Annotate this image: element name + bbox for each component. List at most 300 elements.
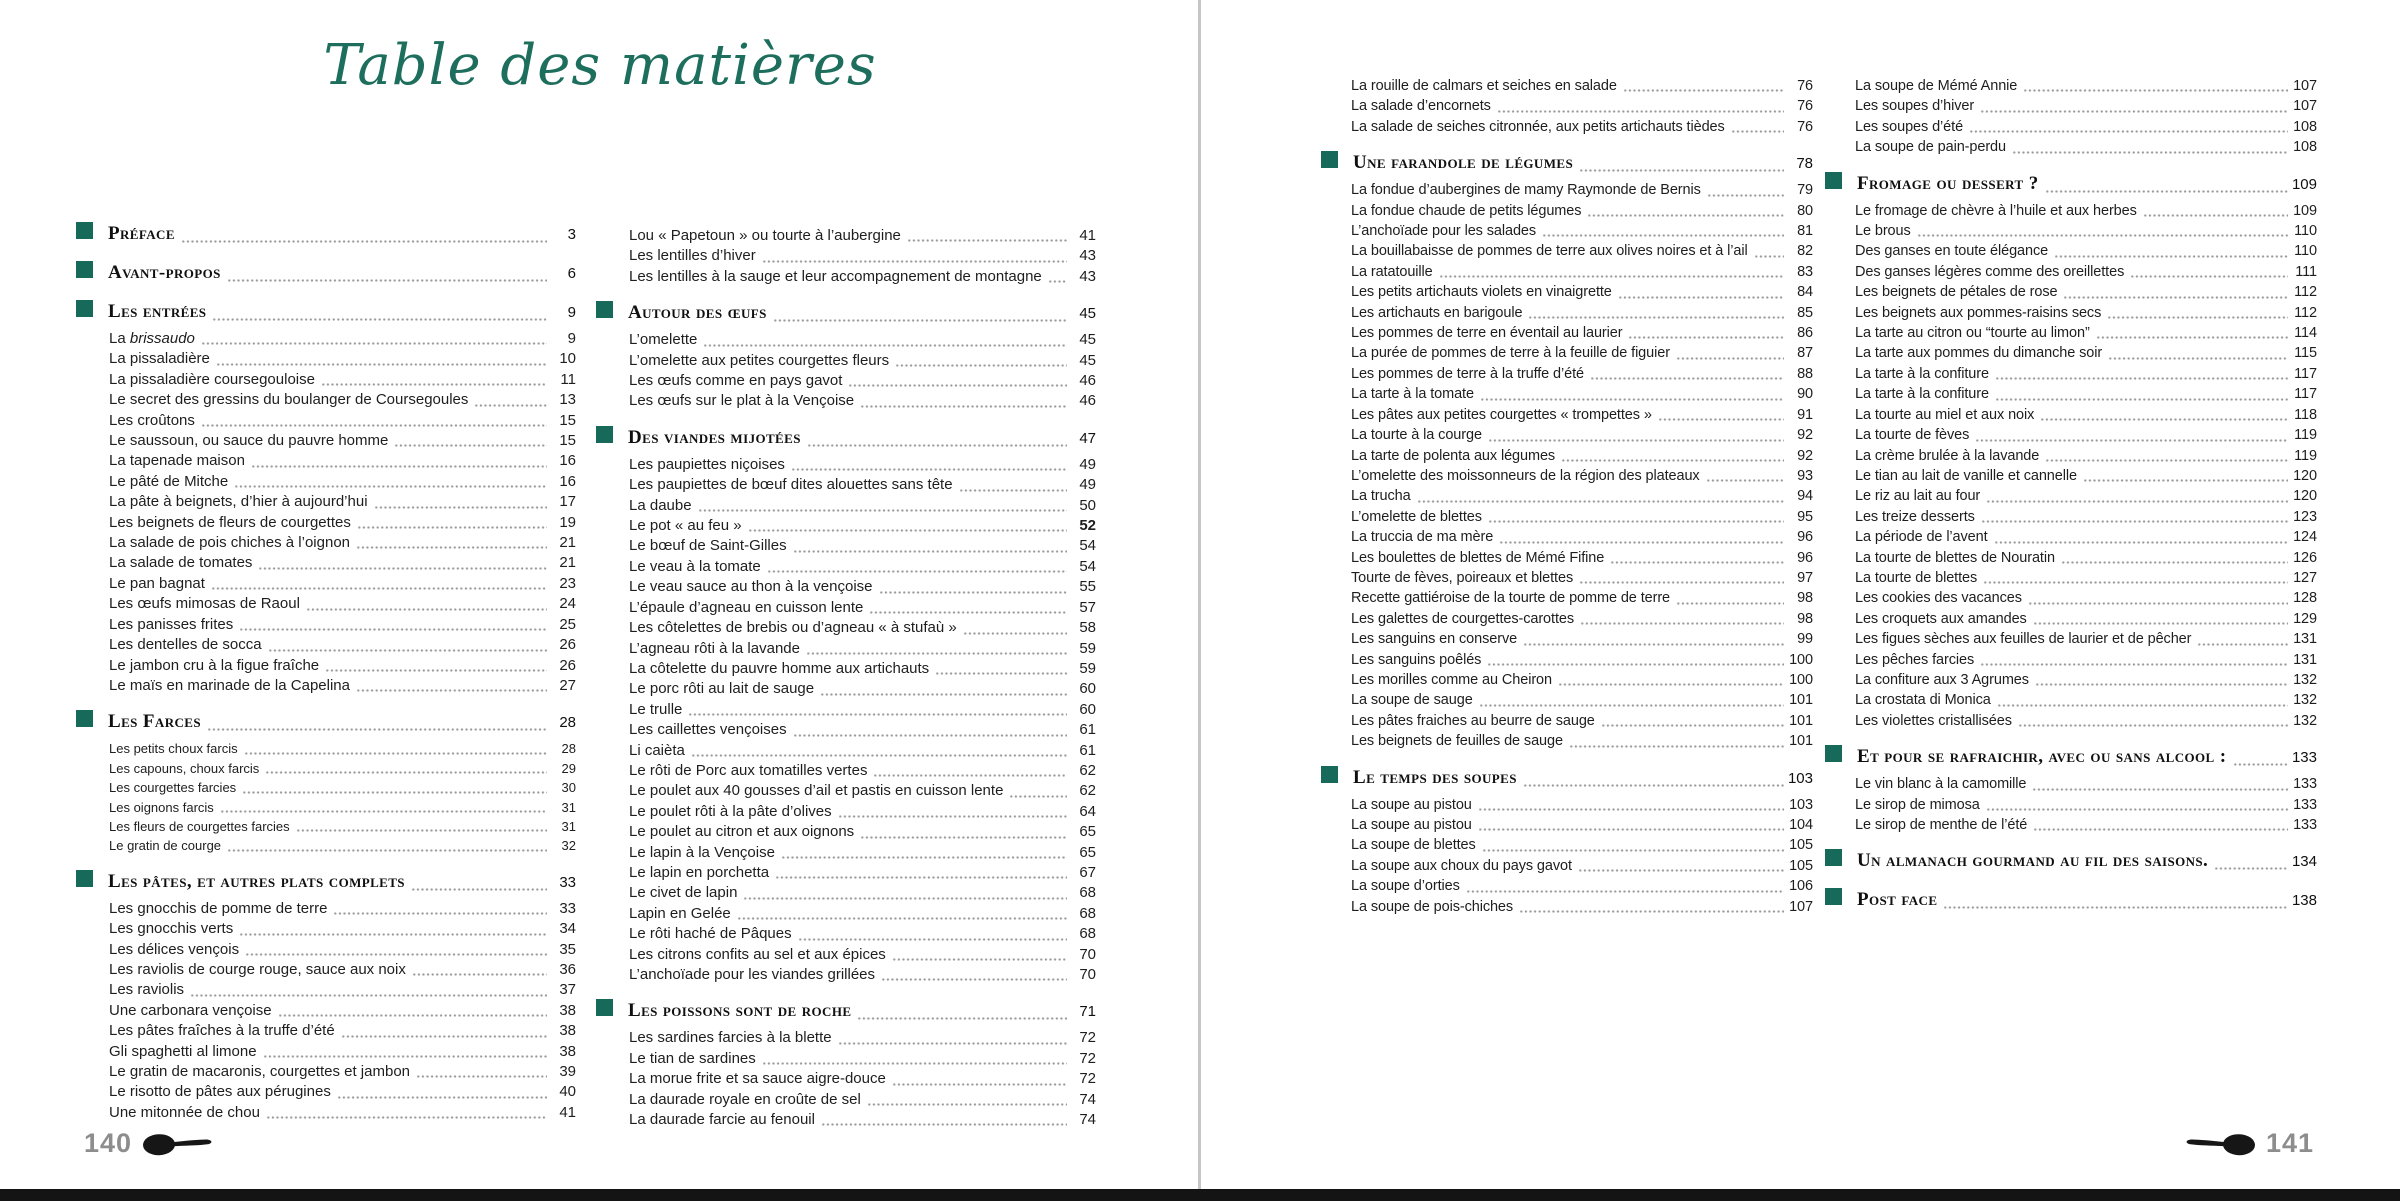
entry-page-number: 124 — [2293, 529, 2317, 546]
dot-leader — [1497, 110, 1784, 113]
entry-page-number: 17 — [559, 493, 576, 511]
dot-leader — [1676, 602, 1784, 605]
toc-item-row — [1825, 650, 2317, 670]
dot-leader — [1578, 869, 1784, 872]
entry-label: Préface — [108, 223, 175, 244]
entry-label: Le lapin en porchetta — [629, 863, 770, 881]
entry-label: Les violettes cristallisées — [1855, 712, 2012, 729]
entry-page-number: 132 — [2293, 692, 2317, 709]
toc-item-row — [1321, 486, 1813, 506]
entry-page-number: 38 — [559, 1042, 576, 1060]
entry-label: La daube — [629, 496, 692, 514]
toc-section-row — [596, 301, 1096, 326]
dot-leader — [1994, 541, 2288, 544]
toc-item-row — [1825, 76, 2317, 96]
toc-item-row — [76, 919, 576, 939]
toc-item-row — [1321, 241, 1813, 261]
toc-item-row — [1321, 446, 1813, 466]
dot-leader — [1478, 808, 1784, 811]
toc-item-row — [76, 451, 576, 471]
entry-label: La période de l’avent — [1855, 529, 1988, 546]
entry-page-number: 16 — [559, 452, 576, 470]
toc-item-row — [76, 390, 576, 410]
entry-page-number: 74 — [1079, 1111, 1096, 1129]
entry-label: La soupe au pistou — [1351, 796, 1472, 813]
entry-label: La confiture aux 3 Agrumes — [1855, 671, 2029, 688]
entry-label: Le pot « au feu » — [629, 517, 742, 535]
toc-item-row — [1321, 731, 1813, 751]
entry-page-number: 55 — [1079, 578, 1096, 596]
entry-page-number: 110 — [2294, 243, 2317, 260]
entry-label: Les œufs comme en pays gavot — [629, 372, 843, 390]
entry-page-number: 132 — [2293, 712, 2317, 729]
toc-item-row — [596, 351, 1096, 371]
toc-item-row — [596, 371, 1096, 391]
entry-page-number: 29 — [561, 760, 576, 776]
dot-leader — [1980, 110, 2288, 113]
entry-label: Le porc rôti au lait de sauge — [629, 680, 815, 698]
toc-item-row — [1825, 446, 2317, 466]
section-bullet-icon — [76, 261, 93, 278]
entry-label: Le poulet au citron et aux oignons — [629, 823, 855, 841]
entry-page-number: 46 — [1079, 372, 1096, 390]
entry-label: Le poulet aux 40 gousses d’ail et pastis en cuisson lente — [629, 782, 1004, 800]
entry-page-number: 131 — [2293, 651, 2317, 668]
toc-item-row — [596, 1049, 1096, 1069]
dot-leader — [1569, 745, 1784, 748]
dot-leader — [2083, 479, 2288, 482]
section-bullet-icon — [76, 222, 93, 239]
toc-item-row — [76, 513, 576, 533]
dot-leader — [1618, 296, 1784, 299]
toc-item-row — [76, 836, 576, 855]
entry-page-number: 117 — [2294, 386, 2317, 403]
entry-label: La daurade farcie au fenouil — [629, 1111, 815, 1129]
entry-page-number: 65 — [1079, 823, 1096, 841]
dot-leader — [1579, 581, 1784, 584]
toc-item-row — [1321, 384, 1813, 404]
toc-item-row — [1825, 670, 2317, 690]
entry-label: Les galettes de courgettes-carottes — [1351, 610, 1574, 627]
dot-leader — [762, 260, 1067, 263]
entry-label: Les morilles comme au Cheiron — [1351, 671, 1552, 688]
entry-page-number: 59 — [1079, 659, 1096, 677]
entry-page-number: 26 — [559, 656, 576, 674]
entry-label: La salade de tomates — [109, 554, 253, 572]
toc-item-row — [1825, 282, 2317, 302]
toc-item-row — [76, 817, 576, 836]
toc-item-row — [1321, 527, 1813, 547]
entry-label: La tourte de fèves — [1855, 427, 1970, 444]
entry-label: Avant-propos — [108, 262, 221, 283]
spoon-left-icon — [142, 1131, 216, 1157]
entry-page-number: 65 — [1079, 843, 1096, 861]
entry-label: L’omelette des moissonneurs de la région des plateaux — [1351, 467, 1700, 484]
toc-section-row — [76, 710, 576, 735]
dot-leader — [268, 649, 547, 652]
entry-page-number: 30 — [561, 780, 576, 796]
dot-leader — [325, 669, 547, 672]
entry-page-number: 45 — [1079, 305, 1096, 323]
dot-leader — [242, 791, 547, 794]
entry-label: La daurade royale en croûte de sel — [629, 1090, 861, 1108]
right-page-footer — [2182, 1128, 2314, 1159]
entry-page-number: 61 — [1079, 741, 1096, 759]
entry-label: Et pour se rafraichir, avec ou sans alcool : — [1857, 746, 2227, 768]
entry-label: La tourte de blettes de Nouratin — [1855, 549, 2055, 566]
toc-item-row — [1825, 690, 2317, 710]
entry-label: Les treize desserts — [1855, 508, 1975, 525]
dot-leader — [848, 384, 1067, 387]
toc-item-row — [596, 965, 1096, 985]
entry-label: Les artichauts en barigoule — [1351, 304, 1523, 321]
entry-page-number: 118 — [2294, 406, 2317, 423]
entry-label: L’omelette aux petites courgettes fleurs — [629, 351, 890, 369]
toc-item-row — [596, 904, 1096, 924]
dot-leader — [767, 570, 1067, 573]
entry-label: Les caillettes vençoises — [629, 721, 787, 739]
toc-item-row — [1321, 629, 1813, 649]
toc-item-row — [1825, 568, 2317, 588]
entry-page-number: 43 — [1079, 247, 1096, 265]
entry-page-number: 94 — [1797, 488, 1813, 505]
dot-leader — [239, 933, 547, 936]
entry-page-number: 108 — [2293, 139, 2317, 156]
toc-item-row — [76, 778, 576, 797]
entry-label: Tourte de fèves, poireaux et blettes — [1351, 569, 1574, 586]
toc-item-row — [1825, 117, 2317, 137]
entry-label: La truccia de ma mère — [1351, 529, 1494, 546]
entry-label: Le pâté de Mitche — [109, 472, 229, 490]
entry-page-number: 31 — [561, 818, 576, 834]
entry-page-number: 96 — [1797, 549, 1813, 566]
toc-section-row — [76, 300, 576, 325]
toc-section-row — [76, 261, 576, 286]
entry-page-number: 92 — [1797, 427, 1813, 444]
dot-leader — [374, 506, 547, 509]
entry-label: Le saussoun, ou sauce du pauvre homme — [109, 432, 389, 450]
entry-label: Les pâtes, et autres plats complets — [108, 870, 405, 892]
toc-item-row — [76, 1103, 576, 1123]
dot-leader — [892, 958, 1067, 961]
entry-page-number: 103 — [1787, 769, 1813, 787]
entry-label: La bouillabaisse de pommes de terre aux olives noires et à l’ail — [1351, 243, 1748, 260]
entry-page-number: 98 — [1797, 590, 1813, 607]
dot-leader — [737, 917, 1067, 920]
entry-page-number: 47 — [1079, 429, 1096, 447]
dot-leader — [807, 444, 1067, 447]
dot-leader — [1488, 439, 1784, 442]
dot-leader — [2061, 561, 2288, 564]
entry-page-number: 13 — [559, 391, 576, 409]
dot-leader — [1707, 194, 1784, 197]
toc-item-row — [1825, 425, 2317, 445]
toc-item-row — [1321, 343, 1813, 363]
entry-label: Le poulet rôti à la pâte d’olives — [629, 802, 832, 820]
entry-label: La fondue d’aubergines de mamy Raymonde de Bernis — [1351, 182, 1701, 199]
entry-label: La soupe au pistou — [1351, 817, 1472, 833]
toc-item-row — [596, 516, 1096, 536]
dot-leader — [1706, 479, 1784, 482]
dot-leader — [2063, 296, 2288, 299]
entry-page-number: 28 — [561, 741, 576, 757]
entry-label: La brissaudo — [109, 330, 195, 347]
dot-leader — [212, 318, 547, 321]
entry-label: Lou « Papetoun » ou tourte à l’aubergine — [629, 227, 901, 244]
dot-leader — [207, 728, 547, 731]
dot-leader — [1995, 377, 2288, 380]
toc-item-row — [1321, 815, 1813, 835]
toc-item-row — [76, 349, 576, 369]
entry-page-number: 72 — [1079, 1049, 1096, 1067]
dot-leader — [2033, 828, 2288, 831]
dot-leader — [1610, 561, 1784, 564]
toc-item-row — [1321, 364, 1813, 384]
toc-item-row — [596, 557, 1096, 577]
dot-leader — [1499, 541, 1784, 544]
entry-label: La rouille de calmars et seiches en salade — [1351, 78, 1617, 94]
entry-page-number: 127 — [2293, 569, 2317, 586]
entry-label: Le rôti haché de Pâques — [629, 925, 792, 943]
toc-item-row — [596, 267, 1096, 287]
entry-label: Les lentilles d’hiver — [629, 247, 756, 265]
toc-item-row — [596, 720, 1096, 740]
toc-item-row — [1321, 405, 1813, 425]
toc-item-row — [1825, 96, 2317, 116]
dot-leader — [1579, 169, 1784, 172]
toc-item-row — [1321, 323, 1813, 343]
section-bullet-icon — [596, 301, 613, 318]
section-bullet-icon — [76, 710, 93, 727]
entry-page-number: 33 — [559, 873, 576, 891]
entry-label: Les sanguins en conserve — [1351, 631, 1518, 648]
toc-item-row — [1825, 384, 2317, 404]
toc-item-row — [76, 411, 576, 431]
entry-label: Les sanguins poêlés — [1351, 651, 1482, 668]
toc-item-row — [596, 226, 1096, 246]
toc-item-row — [596, 679, 1096, 699]
dot-leader — [244, 752, 547, 755]
entry-label: Les croûtons — [109, 411, 195, 429]
entry-label: Le veau sauce au thon à la vençoise — [629, 578, 873, 596]
toc-item-row — [1825, 486, 2317, 506]
entry-page-number: 87 — [1797, 345, 1813, 362]
entry-label: Le risotto de pâtes aux pérugines — [109, 1083, 331, 1101]
spoon-right-icon — [2182, 1131, 2256, 1157]
entry-page-number: 41 — [1079, 227, 1096, 244]
entry-label: La soupe de blettes — [1351, 837, 1476, 854]
dot-leader — [703, 344, 1067, 347]
entry-page-number: 32 — [561, 838, 576, 854]
entry-page-number: 138 — [2291, 892, 2317, 910]
entry-label: Le brous — [1855, 223, 1911, 240]
entry-page-number: 100 — [1789, 651, 1813, 668]
toc-section-row — [1321, 151, 1813, 176]
entry-page-number: 90 — [1797, 386, 1813, 403]
dot-leader — [793, 550, 1067, 553]
entry-label: La tarte à la confiture — [1855, 386, 1989, 403]
dot-leader — [411, 888, 547, 891]
toc-item-row — [596, 883, 1096, 903]
entry-page-number: 107 — [2293, 98, 2317, 115]
entry-page-number: 97 — [1797, 569, 1813, 586]
dot-leader — [265, 771, 547, 774]
entry-label: Le trulle — [629, 700, 683, 718]
toc-item-row — [1321, 262, 1813, 282]
entry-label: La tarte à la tomate — [1351, 386, 1474, 403]
dot-leader — [1676, 357, 1784, 360]
dot-leader — [1754, 255, 1784, 258]
entry-page-number: 132 — [2293, 671, 2317, 688]
toc-item-row — [1321, 96, 1813, 116]
dot-leader — [838, 815, 1067, 818]
entry-page-number: 57 — [1079, 598, 1096, 616]
entry-page-number: 59 — [1079, 639, 1096, 657]
entry-label: Les pommes de terre en éventail au laurier — [1351, 325, 1623, 342]
entry-label: Le temps des soupes — [1353, 766, 1517, 788]
dot-leader — [2054, 255, 2288, 258]
toc-item-row — [76, 574, 576, 594]
entry-page-number: 39 — [559, 1063, 576, 1080]
entry-page-number: 114 — [2294, 325, 2317, 342]
entry-page-number: 10 — [559, 350, 576, 368]
dot-leader — [820, 693, 1067, 696]
entry-page-number: 82 — [1797, 243, 1813, 260]
toc-item-row — [596, 391, 1096, 411]
entry-page-number: 60 — [1079, 700, 1096, 718]
entry-label: Les œufs sur le plat à la Vençoise — [629, 392, 855, 410]
entry-label: Les délices vençois — [109, 940, 240, 958]
entry-label: Les boulettes de blettes de Mémé Fifine — [1351, 549, 1605, 566]
entry-page-number: 76 — [1797, 118, 1813, 135]
entry-label: La salade de seiches citronnée, aux petits artichauts tièdes — [1351, 118, 1725, 135]
dot-leader — [239, 628, 547, 631]
toc-item-row — [1825, 507, 2317, 527]
dot-leader — [1731, 130, 1784, 133]
entry-page-number: 106 — [1789, 878, 1813, 895]
entry-page-number: 101 — [1789, 692, 1813, 709]
toc-item-row — [596, 577, 1096, 597]
dot-leader — [474, 404, 547, 407]
entry-page-number: 72 — [1079, 1029, 1096, 1047]
entry-label: Le fromage de chèvre à l’huile et aux herbes — [1855, 202, 2137, 219]
entry-page-number: 101 — [1789, 733, 1813, 750]
dot-leader — [1480, 398, 1784, 401]
left-page-footer — [84, 1128, 216, 1159]
entry-page-number: 92 — [1797, 447, 1813, 464]
dot-leader — [1658, 418, 1784, 421]
dot-leader — [698, 509, 1067, 512]
toc-item-row — [76, 960, 576, 980]
toc-item-row — [596, 598, 1096, 618]
dot-leader — [1479, 704, 1784, 707]
dot-leader — [337, 1096, 547, 1099]
entry-label: Autour des œufs — [628, 302, 767, 324]
toc-item-row — [596, 639, 1096, 659]
entry-label: Le gratin de courge — [109, 838, 222, 854]
entry-page-number: 24 — [559, 595, 576, 613]
dot-leader — [2107, 316, 2288, 319]
toc-item-row — [1321, 690, 1813, 710]
entry-label: Les petits artichauts violets en vinaigrette — [1351, 284, 1612, 301]
entry-label: Les poissons sont de roche — [628, 1000, 852, 1022]
dot-leader — [1048, 280, 1067, 283]
toc-item-row — [76, 1082, 576, 1102]
entry-label: Le lapin à la Vençoise — [629, 843, 775, 861]
toc-item-row — [76, 329, 576, 349]
section-bullet-icon — [1825, 172, 1842, 189]
dot-leader — [762, 1062, 1067, 1065]
entry-label: Les Farces — [108, 711, 201, 733]
entry-page-number: 108 — [2293, 118, 2317, 135]
entry-page-number: 15 — [559, 432, 576, 450]
entry-page-number: 71 — [1079, 1003, 1096, 1021]
entry-label: La soupe aux choux du pays gavot — [1351, 857, 1572, 874]
dot-leader — [2028, 602, 2288, 605]
entry-label: Les pâtes fraiches au beurre de sauge — [1351, 712, 1595, 729]
dot-leader — [306, 608, 547, 611]
entry-page-number: 96 — [1797, 529, 1813, 546]
toc-item-row — [1825, 774, 2317, 794]
entry-page-number: 100 — [1789, 671, 1813, 688]
dot-leader — [1558, 683, 1784, 686]
toc-item-row — [596, 659, 1096, 679]
entry-label: Des viandes mijotées — [628, 426, 801, 448]
dot-leader — [234, 485, 547, 488]
toc-item-row — [1825, 241, 2317, 261]
toc-item-row — [1825, 629, 2317, 649]
entry-page-number: 119 — [2294, 447, 2317, 464]
entry-page-number: 3 — [567, 226, 576, 243]
toc-section-row — [1825, 745, 2317, 770]
dot-leader — [743, 897, 1067, 900]
dot-leader — [245, 953, 547, 956]
entry-label: Les panisses frites — [109, 615, 234, 633]
dot-leader — [2035, 683, 2288, 686]
dot-leader — [251, 465, 547, 468]
dot-leader — [959, 489, 1067, 492]
toc-item-row — [76, 940, 576, 960]
entry-page-number: 98 — [1797, 610, 1813, 627]
entry-label: Les beignets de feuilles de sauge — [1351, 733, 1563, 750]
entry-label: Les cookies des vacances — [1855, 590, 2022, 607]
entry-label: Des ganses en toute élégance — [1855, 243, 2049, 260]
entry-label: L’agneau rôti à la lavande — [629, 639, 800, 657]
entry-page-number: 72 — [1079, 1070, 1096, 1088]
entry-label: Le bœuf de Saint-Gilles — [629, 537, 787, 555]
entry-page-number: 78 — [1796, 155, 1813, 173]
dot-leader — [2040, 418, 2288, 421]
dot-leader — [1981, 520, 2288, 523]
toc-item-row — [76, 594, 576, 614]
section-bullet-icon — [76, 870, 93, 887]
toc-section-row — [596, 999, 1096, 1024]
entry-label: L’épaule d’agneau en cuisson lente — [629, 598, 864, 616]
dot-leader — [838, 1042, 1067, 1045]
toc-item-row — [1321, 548, 1813, 568]
dot-leader — [2108, 357, 2288, 360]
toc-item-row — [76, 656, 576, 676]
dot-leader — [2012, 151, 2288, 154]
entry-page-number: 21 — [559, 554, 576, 572]
entry-page-number: 83 — [1797, 263, 1813, 280]
entry-label: Les beignets de fleurs de courgettes — [109, 513, 351, 531]
dot-leader — [220, 810, 547, 813]
entry-page-number: 86 — [1797, 325, 1813, 342]
entry-label: Le maïs en marinade de la Capelina — [109, 676, 350, 694]
entry-page-number: 85 — [1797, 304, 1813, 321]
entry-label: Une mitonnée de chou — [109, 1103, 260, 1121]
